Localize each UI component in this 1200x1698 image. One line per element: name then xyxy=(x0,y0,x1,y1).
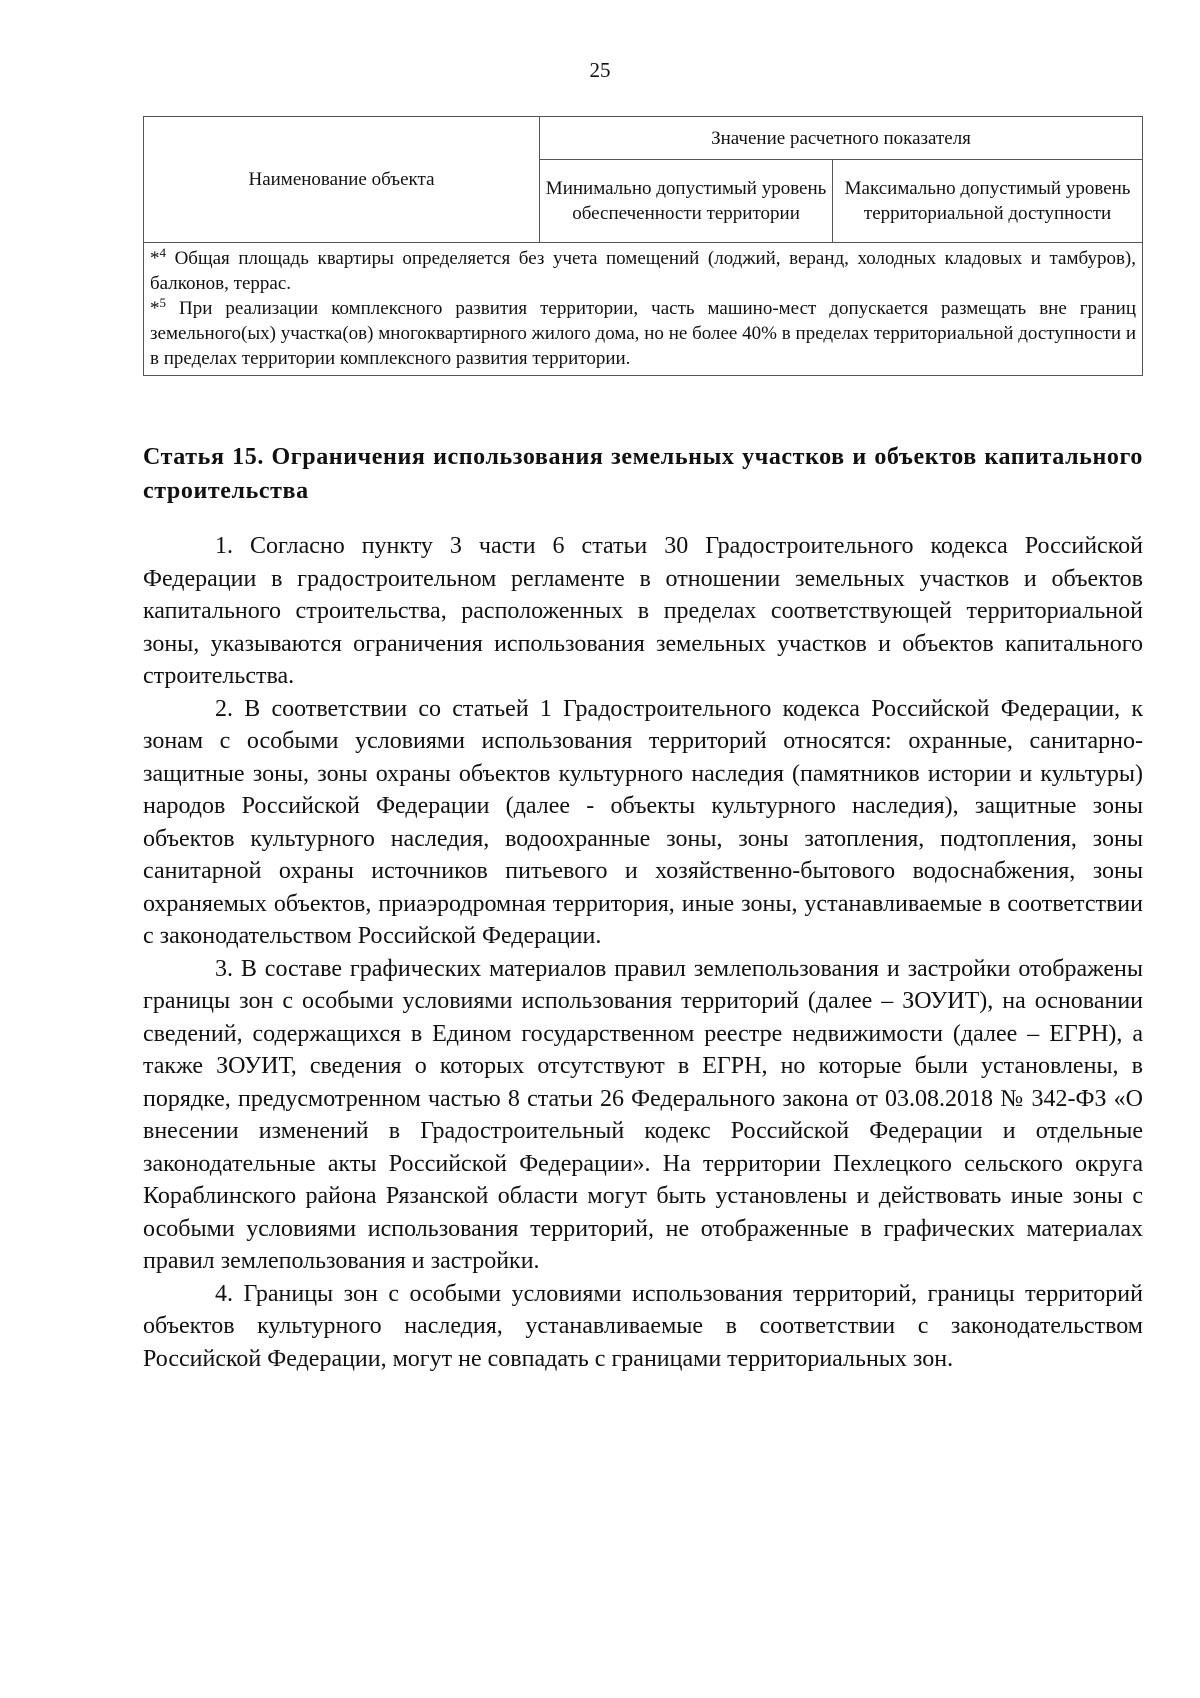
table-header-row xyxy=(144,117,1143,160)
footnote-text: При реализации комплексного развития территории, часть машино-мест допускается размещать вне границ земельного(ых) участка(ов) многоквартирного жилого дома, но не более 40% в пределах территориальной доступности и в пределах территории комплексного развития территории. xyxy=(150,298,1136,369)
article-title: Статья 15. Ограничения использования земельных участков и объектов капитального строительства xyxy=(143,444,1143,504)
paragraph-1: 1. Согласно пункту 3 части 6 статьи 30 Градостроительного кодекса Российской Федерации в градостроительном регламенте в отношении земельных участков и объектов капитального строительства, расположенных в пределах соответствующей территориальной зоны, указываются ограничения использования земельных участков и объектов капитального строительства. xyxy=(143,533,1143,689)
header-indicator-value: Значение расчетного показателя xyxy=(540,117,1143,160)
footnote-number: 5 xyxy=(159,295,166,310)
paragraph-3: 3. В составе графических материалов правил землепользования и застройки отображены границы зон с особыми условиями использования территорий (далее – ЗОУИТ), на основании сведений, содержащихся в Едином государственном реестре недвижимости (далее – ЕГРН), а также ЗОУИТ, сведения о которых отсутствуют в ЕГРН, но которые были установлены, в порядке, предусмотренном частью 8 статьи 26 Федерального закона от 03.08.2018 № 342-ФЗ «О внесении изменений в Градостроительный кодекс Российской Федерации и отдельные законодательные акты Российской Федерации». На территории Пехлецкого сельского округа Кораблинского района Рязанской области могут быть установлены и действовать иные зоны с особыми условиями использования территорий, не отображенные в графических материалах правил землепользования и застройки. xyxy=(143,955,1143,1274)
footnote-5 xyxy=(150,296,1136,371)
paragraph-2: 2. В соответствии со статьей 1 Градостроительного кодекса Российской Федерации, к зонам с особыми условиями использования территорий относятся: охранные, санитарно-защитные зоны, зоны охраны объектов культурного наследия (памятников истории и культуры) народов Российской Федерации (далее - объекты культурного наследия), защитные зоны объектов культурного наследия, водоохранные зоны, зоны затопления, подтопления, зоны санитарной охраны источников питьевого и хозяйственно-бытового водоснабжения, зоны охраняемых объектов, приаэродромная территория, иные зоны, устанавливаемые в соответствии с законодательством Российской Федерации. xyxy=(143,695,1143,949)
header-object-name: Наименование объекта xyxy=(144,117,540,243)
header-min-level: Минимально допустимый уровень обеспеченности территории xyxy=(540,160,833,243)
header-max-level: Максимально допустимый уровень территориальной доступности xyxy=(833,160,1143,243)
indicator-table xyxy=(143,116,1143,376)
footnote-number: 4 xyxy=(159,245,166,260)
table-notes-cell xyxy=(144,243,1143,376)
footnote-mark: * xyxy=(150,298,160,319)
footnote-4 xyxy=(150,246,1136,296)
article-body xyxy=(143,530,1143,1375)
paragraph-4: 4. Границы зон с особыми условиями использования территорий, границы территорий объектов культурного наследия, устанавливаемые в соответствии с законодательством Российской Федерации, могут не совпадать с границами территориальных зон. xyxy=(143,1280,1143,1372)
footnote-text: Общая площадь квартиры определяется без учета помещений (лоджий, веранд, холодных кладовых и тамбуров), балконов, террас. xyxy=(150,248,1136,294)
footnote-mark: * xyxy=(150,248,160,269)
table-notes-row xyxy=(144,243,1143,376)
page-number: 25 xyxy=(589,58,611,82)
